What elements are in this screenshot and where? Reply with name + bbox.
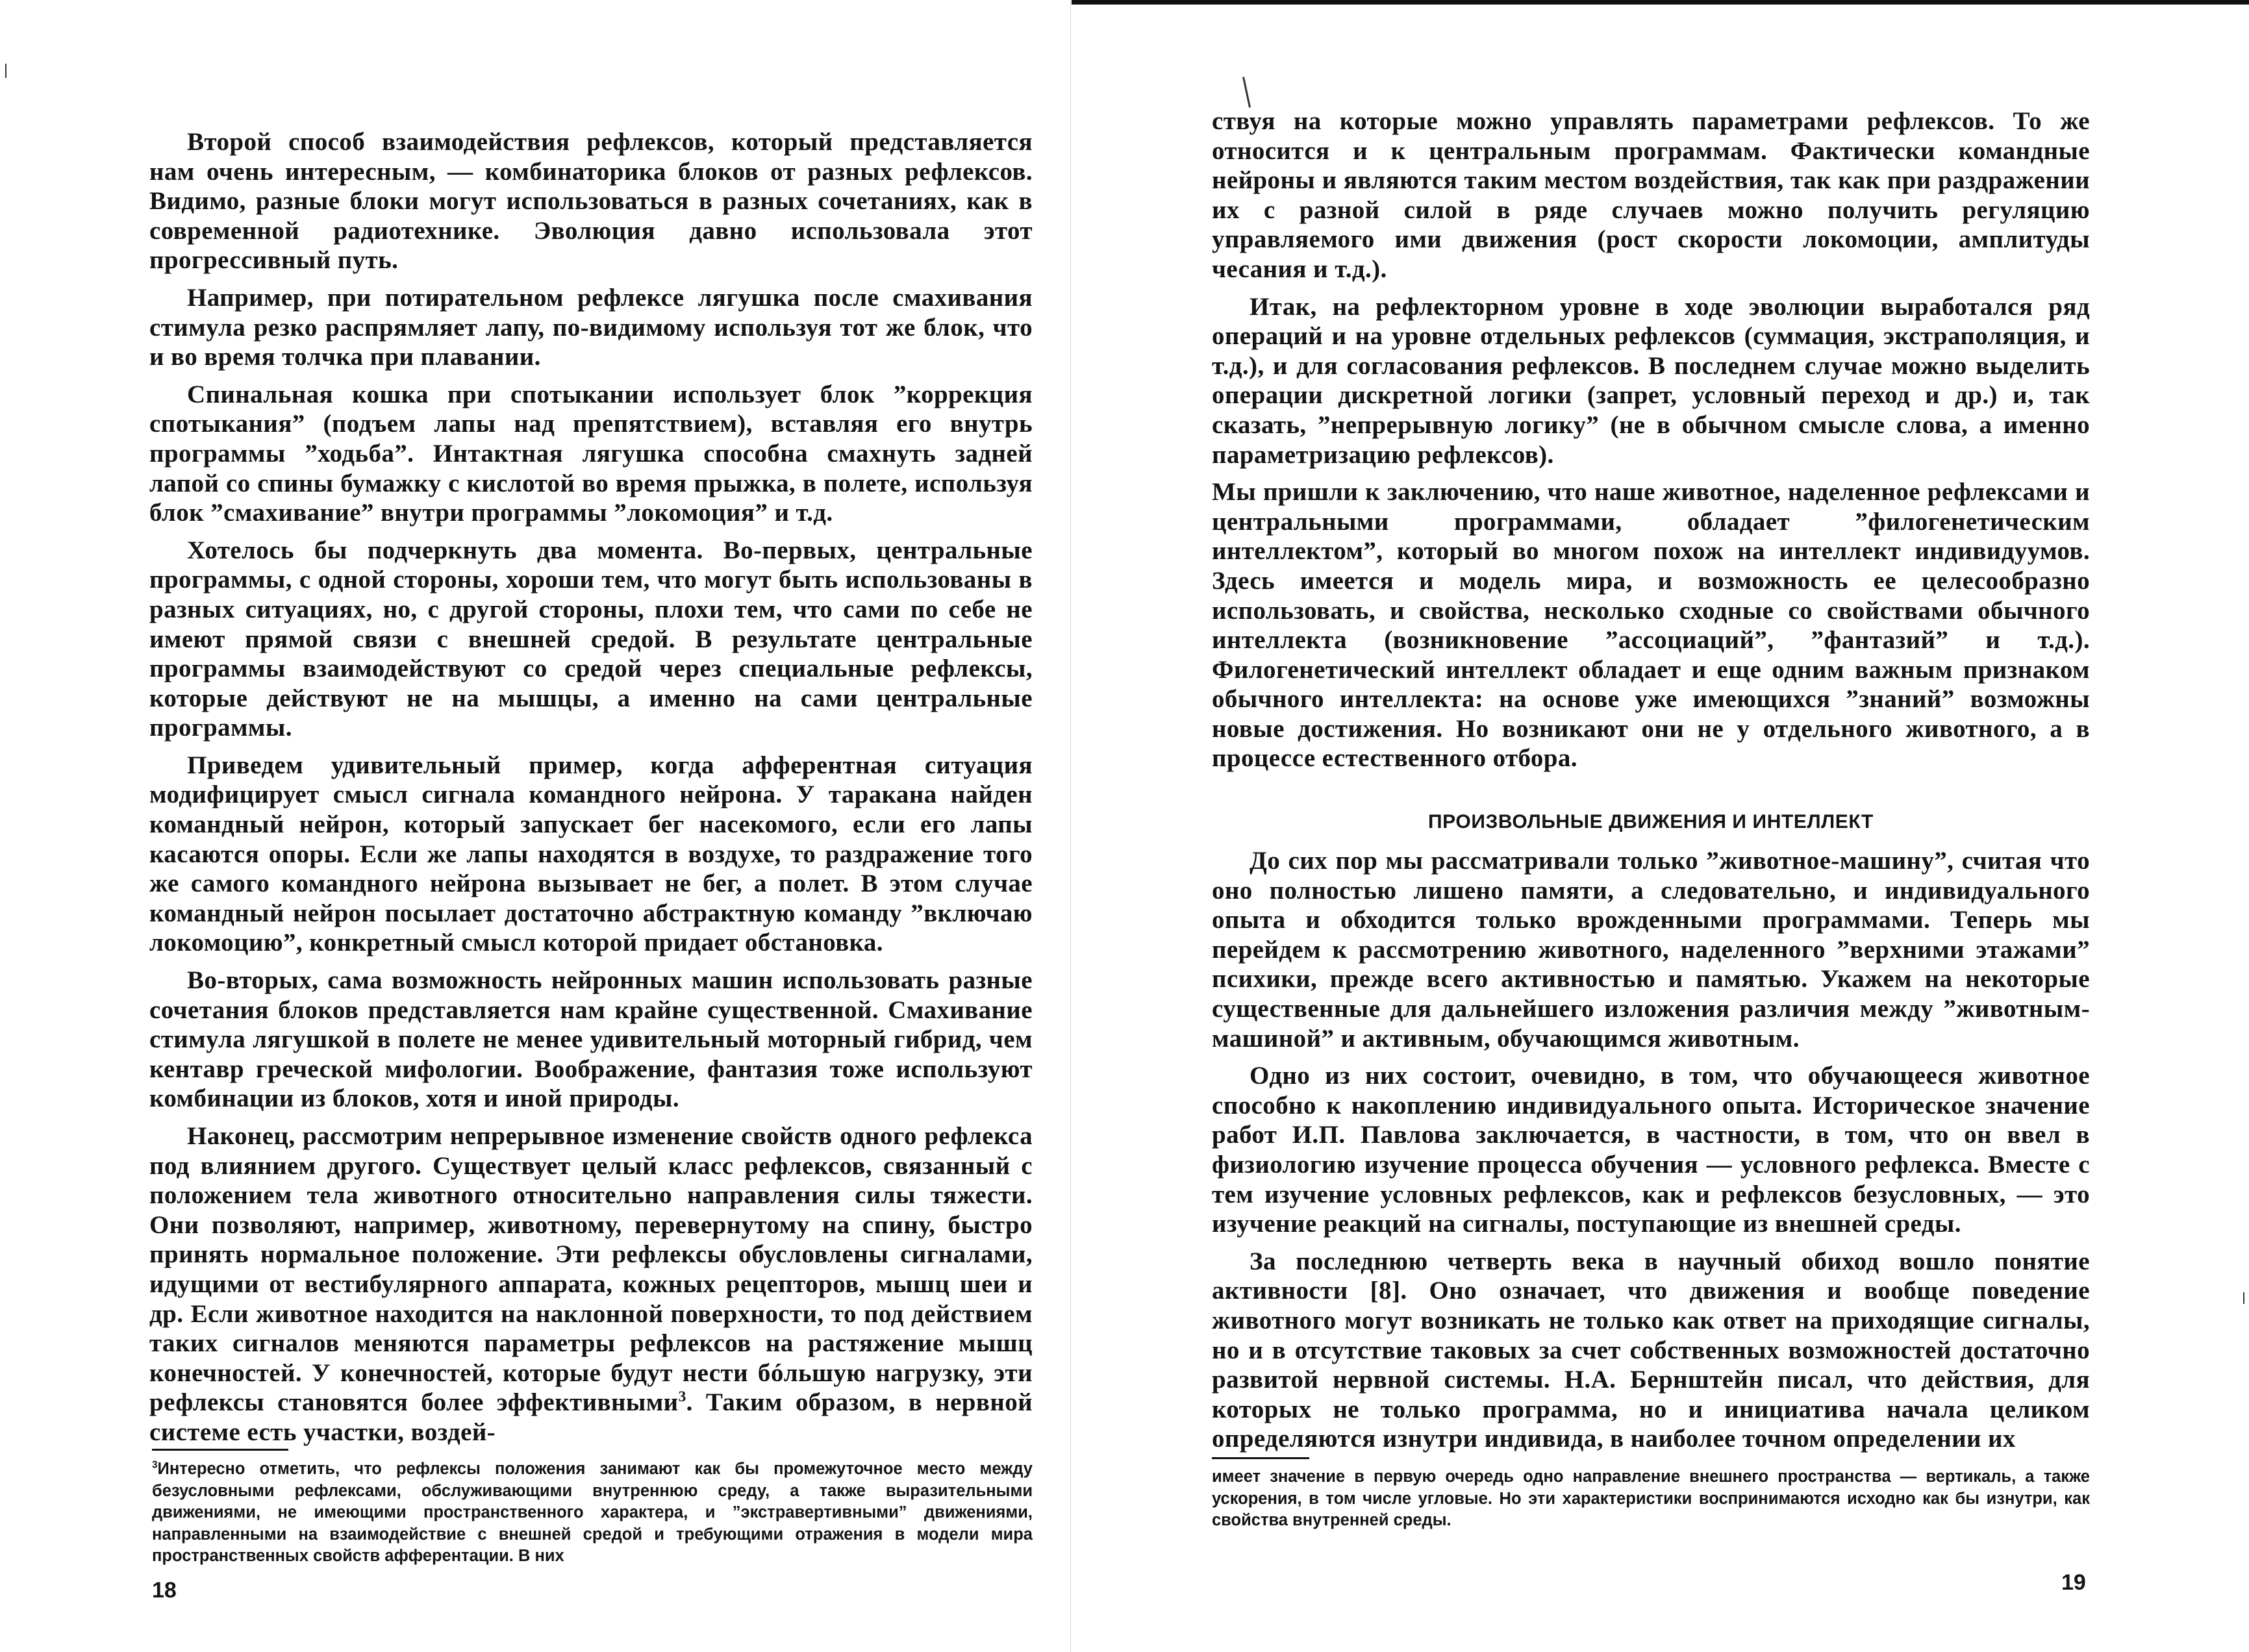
paragraph: До сих пор мы рассматривали только ”животное-машину”, считая что оно полностью лишено памяти, а следовательно, и индивидуального опыта и обходится только врожденными программами. Теперь мы перейдем к рассмотрению животного, наделенного ”верхними этажами” психики, прежде всего активностью и памятью. Укажем на некоторые существенные для дальнейшего изложения различия между ”животным-машиной” и активным, обучающимся животным. <box>1212 847 2090 1053</box>
right-page-top-edge <box>1072 0 2249 5</box>
page-number: 18 <box>152 1578 177 1603</box>
footnote-text: Интересно отметить, что рефлексы положения занимают как бы промежуточное место между безусловными рефлексами, обслуживающими внутреннюю среду, а также выразительными движениями, не имеющими пространственного характера, и ”экстравертивными” движениями, направленными на взаимодействие с внешней средой и требующими отражения в модели мира пространственных свойств афферентации. В них <box>152 1460 1033 1565</box>
footnote <box>152 1458 1033 1568</box>
paragraph-text: Наконец, рассмотрим непрерывное изменение свойств одного рефлекса под влиянием другого. Существует целый класс рефлексов, связанный с положением тела животного относительно направления силы тяжести. Они позволяют, например, животному, перевернутому на спину, быстро принять нормальное положение. Эти рефлексы обусловлены сигналами, идущими от вестибулярного аппарата, кожных рецепторов, мышц шеи и др. Если животное находится на наклонной поверхности, то под действием таких сигналов меняются параметры рефлексов на растяжение мышц конечностей. У конечностей, которые будут нести бóльшую нагрузку, эти рефлексы становятся более эффективными <box>149 1122 1033 1417</box>
scan-mark <box>2243 1292 2244 1304</box>
paragraph: Приведем удивительный пример, когда афферентная ситуация модифицирует смысл сигнала командного нейрона. У таракана найден командный нейрон, который запускает бег насекомого, если его лапы касаются опоры. Если же лапы находятся в воздухе, то раздражение того же самого командного нейрона вызывает не бег, а полет. В этом случае командный нейрон посылает достаточно абстрактную команду ”включаю локомоцию”, конкретный смысл которой придает обстановка. <box>149 751 1033 957</box>
paragraph-with-footnote-ref <box>149 1121 1033 1447</box>
footnote-rule <box>152 1449 288 1451</box>
paragraph: Например, при потирательном рефлексе лягушка после смахивания стимула резко распрямляет лапу, по-видимому используя тот же блок, что и во время толчка при плавании. <box>149 283 1033 371</box>
scan-mark <box>5 64 6 78</box>
paragraph: За последнюю четверть века в научный обиход вошло понятие активности [8]. Оно означает, что движения и вообще поведение животного могут возникать не только как ответ на приходящие сигналы, но и в отсутствие таковых за счет собственных возможностей достаточно развитой нервной системы. Н.А. Бернштейн писал, что действия, для которых не только программа, но и инициатива начала целиком определяются изнутри индивида, в наиболее точном определении их <box>1212 1247 2090 1453</box>
footnote-ref: 3 <box>678 1388 686 1406</box>
paragraph-tail: . Таким образом, в нервной системе есть участки, воздей- <box>149 1388 1033 1446</box>
paragraph: ствуя на которые можно управлять параметрами рефлексов. То же относится и к центральным программам. Фактически командные нейроны и являются таким местом воздействия, так как при раздражении их с разной силой в ряде случаев можно получить регуляцию управляемого ими движения (рост скорости локомоции, амплитуды чесания и т.д.). <box>1212 107 2090 283</box>
paragraph: Хотелось бы подчеркнуть два момента. Во-первых, центральные программы, с одной стороны, хороши тем, что могут быть использованы в разных ситуациях, но, с другой стороны, плохи тем, что сами по себе не имеют прямой связи с внешней средой. В результате центральные программы взаимодействуют со средой через специальные рефлексы, которые действуют не на мышцы, а именно на сами центральные программы. <box>149 536 1033 742</box>
paragraph: Итак, на рефлекторном уровне в ходе эволюции выработался ряд операций и на уровне отдельных рефлексов (суммация, экстраполяция, и т.д.), и для согласования рефлексов. В последнем случае можно выделить операции дискретной логики (запрет, условный переход и др.) и, так сказать, ”непрерывную логику” (не в обычном смысле слова, а именно параметризацию рефлексов). <box>1212 292 2090 469</box>
right-text-column <box>1212 106 2090 1462</box>
left-text-column <box>149 127 1033 1455</box>
paragraph: Одно из них состоит, очевидно, в том, что обучающееся животное способно к накоплению индивидуального опыта. Историческое значение работ И.П. Павлова заключается, в частности, в том, что он ввел в физиологию изучение процесса обучения — условного рефлекса. Вместе с тем изучение условных рефлексов, как и рефлексов безусловных, — это изучение реакций на сигналы, поступающие из внешней среды. <box>1212 1062 2090 1238</box>
section-heading: ПРОИЗВОЛЬНЫЕ ДВИЖЕНИЯ И ИНТЕЛЛЕКТ <box>1428 811 1874 833</box>
paragraph: Мы пришли к заключению, что наше животное, наделенное рефлексами и центральными программами, обладает ”филогенетическим интеллектом”, который во многом похож на интеллект индивидуумов. Здесь имеется и модель мира, и возможность ее целесообразно использовать, и свойства, несколько сходные со свойствами обычного интеллекта (возникновение ”ассоциаций”, ”фантазий” и т.д.). Филогенетический интеллект обладает и еще одним важным признаком обычного интеллекта: на основе уже имеющихся ”знаний” возможны новые достижения. Но возникают они не у отдельного животного, а в процессе естественного отбора. <box>1212 478 2090 773</box>
footnote: имеет значение в первую очередь одно направление внешнего пространства — вертикаль, а также ускорения, в том числе угловые. Но эти характеристики воспринимаются исходно как бы изнутри, как свойства внутренней среды. <box>1212 1468 2090 1529</box>
paragraph: Во-вторых, сама возможность нейронных машин использовать разные сочетания блоков представляется нам крайне существенной. Смахивание стимула лягушкой в полете не менее удивительный моторный гибрид, чем кентавр греческой мифологии. Воображение, фантазия тоже используют комбинации из блоков, хотя и иной природы. <box>149 966 1033 1113</box>
footnote-rule <box>1212 1457 1309 1459</box>
paragraph: Спинальная кошка при спотыкании использует блок ”коррекция спотыкания” (подъем лапы над препятствием), вставляя его внутрь программы ”ходьба”. Интактная лягушка способна смахнуть задней лапой со спины бумажку с кислотой во время прыжка, в полете, используя блок ”смахивание” внутри программы ”локомоция” и т.д. <box>149 380 1033 527</box>
page-number: 19 <box>2061 1570 2086 1595</box>
paragraph: Второй способ взаимодействия рефлексов, который представляется нам очень интересным, — комбинаторика блоков от разных рефлексов. Видимо, разные блоки могут использоваться в разных сочетаниях, как в современной радиотехнике. Эволюция давно использовала этот прогрессивный путь. <box>149 128 1033 275</box>
book-gutter <box>1070 0 1071 1652</box>
footnote-number: 3 <box>152 1459 158 1471</box>
